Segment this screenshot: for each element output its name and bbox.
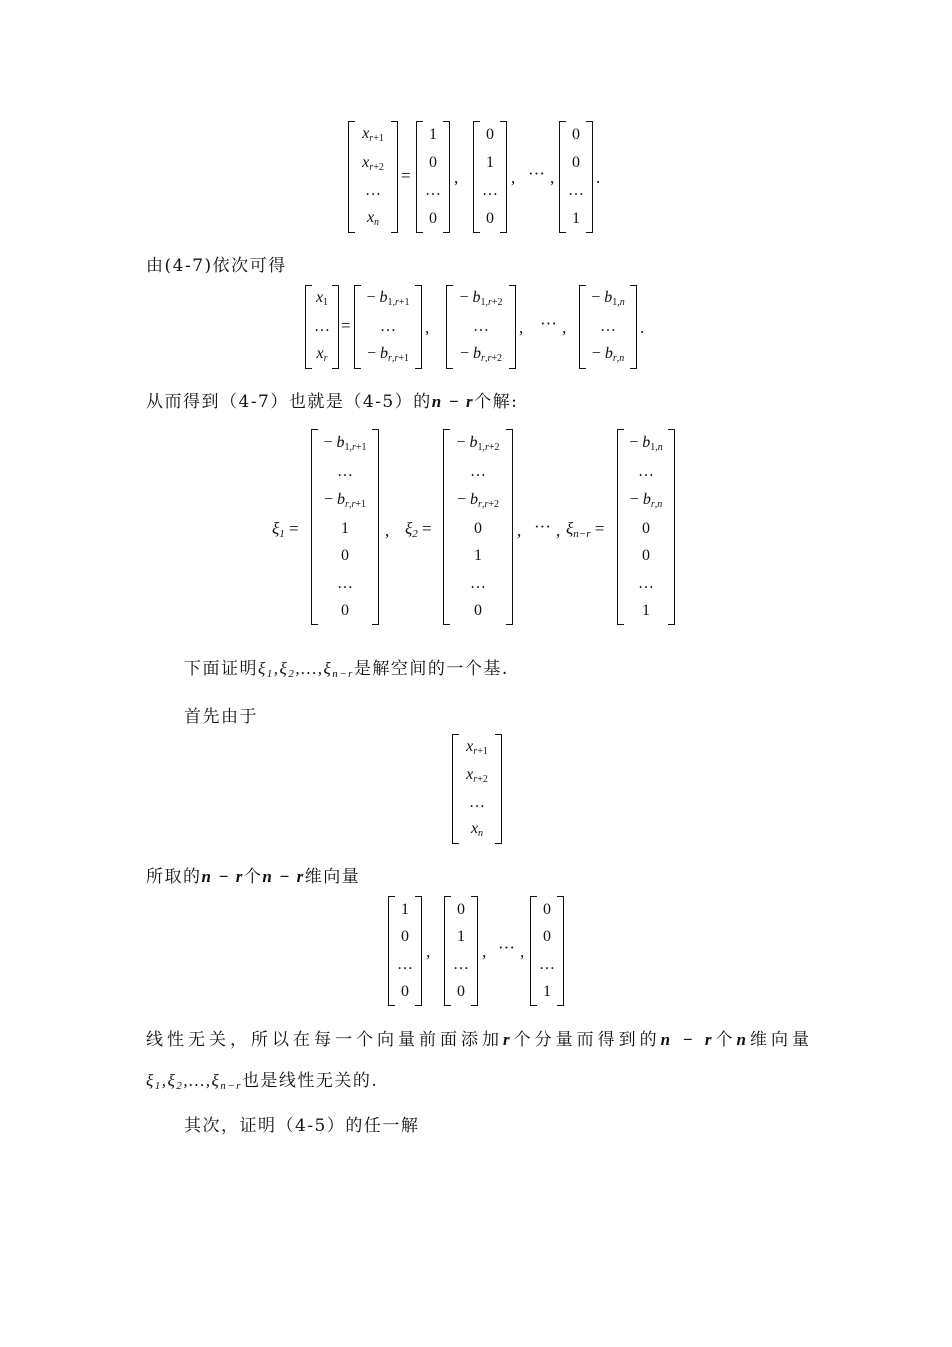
matrix-entry: … [473,317,489,335]
matrix-entry: 0 [341,602,349,620]
equals-sign: = [401,166,411,185]
matrix-entry: … [337,463,353,481]
unit-vector-1 [388,896,422,1006]
ellipsis: ··· [498,938,515,957]
unit-vector-2 [444,896,478,1006]
matrix-entry: 0 [457,900,465,918]
matrix-entry: 0 [474,602,482,620]
matrix-entry: $x_n$ [366,208,380,228]
comma: , [482,942,487,961]
matrix-entry: − $b_{r,r+2}$ [457,490,499,510]
matrix-entry: 0 [642,519,650,537]
matrix-entry: … [638,463,654,481]
xi-n-r-vector [617,429,675,625]
xi-n-r: $\xi_{n-r}$ [566,519,591,540]
matrix-b-col-n [579,285,637,369]
matrix-entry: 1 [486,154,494,171]
matrix-entry: − $b_{r,n}$ [629,490,663,510]
matrix-unit-3 [559,121,593,233]
ellipsis: ··· [540,314,557,333]
matrix-entry: … [453,955,469,973]
matrix-entry: … [482,182,498,199]
matrix-entry: 0 [429,210,437,227]
matrix-entry: 0 [486,126,494,143]
matrix-entry: 0 [429,154,437,171]
matrix-entry: $x_{r+2}$ [466,766,488,785]
matrix-entry: … [380,317,396,335]
matrix-entry: … [638,574,654,592]
matrix-entry: 0 [341,547,349,565]
matrix-entry: 0 [543,900,551,918]
comma: , [385,521,390,540]
comma: , [519,318,524,337]
xi-2-label: $\xi_2$ = [405,519,432,540]
matrix-entry: 1 [429,126,437,143]
ellipsis: ··· [528,164,545,183]
matrix-entry: … [337,574,353,592]
matrix-entry: − $b_{1,r+1}$ [323,433,367,453]
matrix-entry: − $b_{r,r+1}$ [367,344,409,364]
matrix-entry: … [365,182,381,200]
matrix-entry: − $b_{1,r+1}$ [366,289,410,309]
comma: , [425,318,430,337]
matrix-entry: − $b_{r,r+2}$ [460,344,502,364]
matrix-entry: … [397,955,413,973]
paragraph-line: 其次，证明（4-5）的任一解 [184,1116,420,1136]
matrix-entry: 1 [341,519,349,537]
xi-2: $\xi_2$ [405,519,418,540]
matrix-entry: … [470,463,486,481]
comma: , [511,168,516,187]
matrix-entry: − $b_{r,n}$ [591,344,625,364]
comma: , [454,168,459,187]
matrix-entry: 1 [457,928,465,946]
matrix-entry: 0 [572,126,580,143]
xi-1-label: $\xi_1$ = [272,519,299,540]
matrix-entry: − $b_{1,r+2}$ [456,433,500,453]
matrix-entry: … [425,182,441,199]
matrix-entry: 0 [474,519,482,537]
matrix-b-col-2 [446,285,516,369]
matrix-x-tail-2 [452,734,502,844]
matrix-entry: … [600,317,616,335]
matrix-entry: $x_{r+1}$ [466,738,488,757]
comma: , [517,521,522,540]
paragraph-line: 首先由于 [184,707,258,727]
xi-n-r-label: $\xi_{n-r}$ = [566,519,605,540]
matrix-entry: 0 [572,154,580,171]
matrix-unit-2 [473,121,507,233]
matrix-entry: $x_{r+2}$ [362,153,384,173]
matrix-b-col-1 [354,285,422,369]
unit-vector-3 [530,896,564,1006]
matrix-entry: … [469,794,485,811]
comma: , [562,318,567,337]
xi-1-vector [311,429,379,625]
matrix-entry: 1 [572,210,580,227]
equals-sign: = [341,316,351,335]
ellipsis: ··· [534,517,551,536]
comma: , [556,521,561,540]
matrix-entry: 0 [642,547,650,565]
matrix-entry: − $b_{1,n}$ [629,433,663,453]
paragraph-line: $\xi_1,\xi_2,\dots,\xi_{n-r}$也是线性无关的. [146,1071,379,1092]
matrix-entry: − $b_{1,n}$ [591,289,625,309]
period: . [640,318,645,337]
matrix-entry: $x_{r+1}$ [362,125,384,145]
paragraph-line: 由(4-7)依次可得 [146,256,287,276]
matrix-entry: − $b_{r,r+1}$ [324,490,366,510]
comma: , [426,942,431,961]
matrix-x-head [305,285,339,369]
xi-1: $\xi_1$ [272,519,285,540]
matrix-entry: 1 [543,983,551,1001]
comma: , [550,168,555,187]
matrix-entry: − $b_{1,r+2}$ [459,289,503,309]
matrix-entry: 1 [401,900,409,918]
matrix-x-tail [348,121,398,233]
matrix-entry: … [314,317,330,335]
period: . [596,168,601,187]
paragraph-line: 下面证明$\xi_1,\xi_2,\dots,\xi_{n-r}$是解空间的一个基. [184,659,509,680]
matrix-entry: 1 [474,547,482,565]
matrix-entry: 0 [401,983,409,1001]
matrix-entry: … [470,574,486,592]
matrix-entry: 0 [457,983,465,1001]
matrix-entry: $x_n$ [470,820,484,839]
matrix-entry: 0 [486,210,494,227]
inline-xi-list: $\xi_1,\xi_2,\dots,\xi_{n-r}$ [258,659,354,680]
matrix-entry: … [568,182,584,199]
matrix-unit-1 [416,121,450,233]
matrix-entry: 1 [642,602,650,620]
xi-2-vector [443,429,513,625]
paragraph-line: 线性无关，所以在每一个向量前面添加r个分量而得到的n − r个n维向量 [146,1030,813,1050]
matrix-entry: … [539,955,555,973]
matrix-entry: 0 [401,928,409,946]
comma: , [520,942,525,961]
matrix-entry: $x_1$ [315,289,329,309]
inline-xi-list: $\xi_1,\xi_2,\dots,\xi_{n-r}$ [146,1071,242,1092]
matrix-entry: 0 [543,928,551,946]
matrix-entry: $x_r$ [316,344,328,364]
paragraph-line: 从而得到（4-7）也就是（4-5）的n − r个解: [146,392,519,412]
paragraph-line: 所取的n − r个n − r维向量 [146,867,361,887]
